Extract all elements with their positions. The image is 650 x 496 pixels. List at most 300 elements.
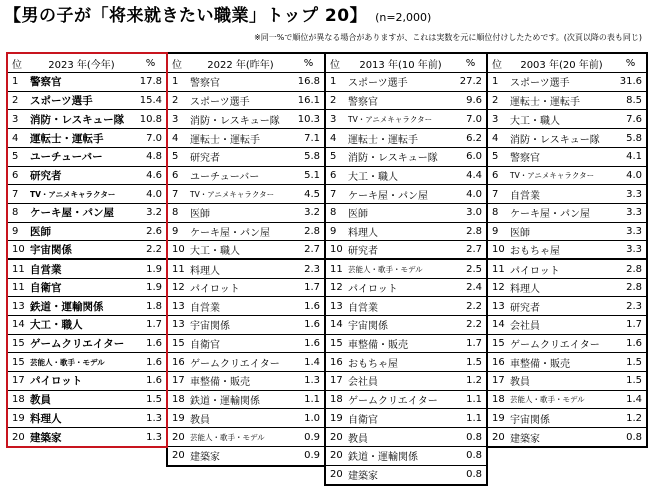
table-row — [168, 166, 324, 185]
rank-cell: 19 — [488, 409, 507, 428]
rank-cell: 2 — [8, 91, 27, 110]
job-cell: 宇宙関係 — [345, 316, 456, 335]
header-rank: 位 — [326, 54, 345, 73]
table-row — [326, 110, 486, 129]
table-row — [168, 147, 324, 166]
rank-cell: 15 — [488, 334, 507, 353]
rank-cell: 20 — [172, 450, 185, 462]
job-cell: ユーチューバー — [187, 166, 294, 185]
rank-cell: 19 — [168, 409, 187, 428]
job-cell: 料理人 — [345, 222, 456, 241]
table-header-row — [326, 54, 486, 73]
job-cell: 研究者 — [345, 241, 456, 260]
job-cell: 警察官 — [345, 91, 456, 110]
rank-cell: 6 — [326, 166, 345, 185]
rank-cell: 9 — [168, 222, 187, 241]
percent-cell: 4.1 — [616, 147, 646, 166]
percent-cell: 2.7 — [294, 241, 324, 260]
table-row — [168, 390, 324, 409]
table-row — [326, 203, 486, 222]
percent-cell: 15.4 — [136, 91, 166, 110]
percent-cell: 1.3 — [294, 372, 324, 391]
rank-cell: 20 — [492, 431, 505, 443]
rank-cell: 20 — [168, 428, 187, 447]
table-row — [8, 241, 166, 260]
job-cell: 運転士・運転手 — [27, 129, 136, 148]
rank-cell: 4 — [168, 129, 187, 148]
job-cell: 芸能人・歌手・モデル — [27, 353, 136, 372]
rank-cell: 5 — [8, 147, 27, 166]
rank-cell: 14 — [488, 316, 507, 335]
percent-cell: 2.2 — [136, 241, 166, 260]
job-cell: ゲームクリエイター — [187, 353, 294, 372]
job-cell: 車整備・販売 — [187, 372, 294, 391]
rank-cell: 20 — [12, 431, 25, 443]
table-row — [488, 372, 646, 391]
rank-cell: 15 — [326, 334, 345, 353]
table-header-row — [168, 54, 324, 73]
rank-cell: 8 — [326, 203, 345, 222]
table-row — [8, 316, 166, 335]
job-cell: 教員 — [507, 372, 616, 391]
table-row — [326, 297, 486, 316]
table-row — [168, 278, 324, 297]
job-cell: 自営業 — [345, 297, 456, 316]
job-cell: 建築家 — [348, 471, 378, 483]
job-cell: おもちゃ屋 — [507, 241, 616, 260]
percent-cell: 6.0 — [456, 147, 486, 166]
percent-cell: 1.2 — [456, 372, 486, 391]
percent-cell: 1.6 — [294, 316, 324, 335]
job-cell: スポーツ選手 — [187, 91, 294, 110]
job-cell: 自営業 — [187, 297, 294, 316]
job-cell: 宇宙関係 — [187, 316, 294, 335]
job-cell: 消防・レスキュー隊 — [507, 129, 616, 148]
job-cell: TV・アニメキャラクター — [27, 185, 136, 204]
header-year: 2023 年(今年) — [27, 54, 136, 73]
job-cell: 自営業 — [507, 185, 616, 204]
table-row — [326, 166, 486, 185]
job-cell: 会社員 — [345, 372, 456, 391]
rank-cell: 13 — [326, 297, 345, 316]
percent-cell: 6.2 — [456, 129, 486, 148]
job-cell: おもちゃ屋 — [345, 353, 456, 372]
job-cell: 運転士・運転手 — [345, 129, 456, 148]
job-cell: 消防・レスキュー隊 — [27, 110, 136, 129]
table-row — [488, 91, 646, 110]
rank-cell: 1 — [326, 73, 345, 92]
percent-cell: 2.8 — [456, 222, 486, 241]
table-row — [8, 353, 166, 372]
job-cell: ケーキ屋・パン屋 — [507, 203, 616, 222]
table-row — [326, 353, 486, 372]
percent-cell: 17.8 — [136, 73, 166, 92]
table-row — [8, 203, 166, 222]
percent-cell: 3.2 — [136, 203, 166, 222]
header-year: 2022 年(昨年) — [187, 54, 294, 73]
percent-cell: 16.1 — [294, 91, 324, 110]
table-row — [326, 390, 486, 409]
table-row — [168, 222, 324, 241]
percent-cell: 4.8 — [136, 147, 166, 166]
job-cell: 大工・職人 — [345, 166, 456, 185]
rank-cell: 15 — [8, 353, 27, 372]
table-row — [488, 409, 646, 428]
header-rank: 位 — [488, 54, 507, 73]
table-row — [488, 129, 646, 148]
percent-cell: 2.6 — [136, 222, 166, 241]
percent-cell: 8.5 — [616, 91, 646, 110]
rank-cell: 4 — [488, 129, 507, 148]
rank-cell: 3 — [488, 110, 507, 129]
table-row — [326, 372, 486, 391]
rank-cell: 6 — [168, 166, 187, 185]
rank-cell: 18 — [488, 390, 507, 409]
table-row — [168, 73, 324, 92]
percent-cell: 7.1 — [294, 129, 324, 148]
job-cell: 研究者 — [507, 297, 616, 316]
rank-cell: 11 — [326, 259, 345, 278]
job-cell: TV・アニメキャラクター — [187, 185, 294, 204]
rank-cell: 14 — [326, 316, 345, 335]
table-row — [8, 91, 166, 110]
job-cell: 警察官 — [27, 73, 136, 92]
table-row — [8, 334, 166, 353]
table-row — [168, 353, 324, 372]
job-cell: 会社員 — [507, 316, 616, 335]
percent-cell: 2.2 — [456, 297, 486, 316]
table-row — [326, 334, 486, 353]
table-row — [8, 428, 166, 447]
rank-cell: 13 — [168, 297, 187, 316]
header-percent: % — [616, 54, 646, 73]
percent-cell: 3.3 — [616, 203, 646, 222]
rank-cell: 15 — [8, 334, 27, 353]
table-row — [8, 185, 166, 204]
table-row — [326, 259, 486, 278]
table-row — [8, 147, 166, 166]
rank-cell: 3 — [8, 110, 27, 129]
job-cell: 芸能人・歌手・モデル — [345, 259, 456, 278]
header-year: 2013 年(10 年前) — [345, 54, 456, 73]
title-text: 【男の子が「将来就きたい職業」トップ 20】 — [4, 6, 368, 26]
table-row — [168, 91, 324, 110]
rank-cell: 10 — [326, 241, 345, 260]
rank-cell: 7 — [8, 185, 27, 204]
table-row — [168, 185, 324, 204]
job-cell: 医師 — [27, 222, 136, 241]
header-rank: 位 — [168, 54, 187, 73]
table-row — [326, 129, 486, 148]
rank-cell: 15 — [168, 334, 187, 353]
percent-cell: 1.1 — [294, 390, 324, 409]
job-cell: 医師 — [187, 203, 294, 222]
rank-cell: 19 — [8, 409, 27, 428]
percent-cell: 10.3 — [294, 110, 324, 129]
job-cell: 料理人 — [187, 259, 294, 278]
table-row — [488, 316, 646, 335]
job-cell: 建築家 — [30, 431, 62, 444]
table-row — [488, 73, 646, 92]
rank-cell: 8 — [488, 203, 507, 222]
job-cell: 鉄道・運輸関係 — [27, 297, 136, 316]
percent-cell: 1.2 — [616, 409, 646, 428]
percent-cell: 1.0 — [294, 409, 324, 428]
percent-cell: 0.8 — [456, 428, 486, 447]
job-cell: 鉄道・運輸関係 — [187, 390, 294, 409]
job-cell: 研究者 — [187, 147, 294, 166]
table-row — [326, 185, 486, 204]
job-cell: ケーキ屋・パン屋 — [187, 222, 294, 241]
rank-cell: 20 — [326, 428, 345, 447]
table-row — [488, 203, 646, 222]
rank-cell: 16 — [326, 353, 345, 372]
job-cell: 大工・職人 — [27, 316, 136, 335]
rank-cell: 4 — [8, 129, 27, 148]
rank-cell: 17 — [488, 372, 507, 391]
header-percent: % — [136, 54, 166, 73]
sample-size: (n=2,000) — [375, 11, 432, 24]
rank-cell: 11 — [168, 259, 187, 278]
job-cell: ケーキ屋・パン屋 — [345, 185, 456, 204]
job-cell: 自衛官 — [27, 278, 136, 297]
rank-cell: 10 — [488, 241, 507, 260]
footnote: ※同一%で順位が異なる場合がありますが、これは実数を元に順位付けしたためです。(次頁以降の表も同じ) — [254, 33, 642, 42]
rank-cell: 8 — [168, 203, 187, 222]
job-cell: パイロット — [345, 278, 456, 297]
table-row — [168, 409, 324, 428]
table-row — [488, 297, 646, 316]
job-cell: 自営業 — [27, 259, 136, 278]
rank-cell: 5 — [168, 147, 187, 166]
job-cell: 鉄道・運輸関係 — [345, 446, 456, 465]
rank-cell: 4 — [326, 129, 345, 148]
rank-cell: 8 — [8, 203, 27, 222]
rank-cell: 17 — [8, 372, 27, 391]
rank-cell: 13 — [488, 297, 507, 316]
job-cell: スポーツ選手 — [345, 73, 456, 92]
table-row — [168, 241, 324, 260]
rank-cell: 6 — [8, 166, 27, 185]
percent-cell: 4.6 — [136, 166, 166, 185]
table-row — [326, 428, 486, 447]
percent-cell: 0.9 — [294, 428, 324, 447]
ranking-table-2023 — [6, 52, 168, 448]
percent-cell: 0.8 — [626, 431, 642, 443]
table-row — [168, 446, 324, 465]
job-cell: 建築家 — [190, 452, 220, 464]
percent-cell: 1.6 — [136, 353, 166, 372]
job-cell: ゲームクリエイター — [345, 390, 456, 409]
rank-cell: 2 — [168, 91, 187, 110]
percent-cell: 2.8 — [294, 222, 324, 241]
table-row — [8, 390, 166, 409]
table-row — [168, 316, 324, 335]
rank-cell: 17 — [168, 372, 187, 391]
ranking-table-2022 — [166, 52, 326, 467]
rank-cell: 6 — [488, 166, 507, 185]
page-title — [4, 4, 431, 28]
table-row — [488, 241, 646, 260]
table-row — [326, 446, 486, 465]
rank-cell: 7 — [168, 185, 187, 204]
job-cell: 車整備・販売 — [345, 334, 456, 353]
percent-cell: 0.8 — [466, 469, 482, 481]
percent-cell: 2.4 — [456, 278, 486, 297]
header-percent: % — [294, 54, 324, 73]
job-cell: ゲームクリエイター — [27, 334, 136, 353]
table-row — [168, 297, 324, 316]
table-row — [488, 222, 646, 241]
ranking-table-2013 — [324, 52, 488, 486]
job-cell: 大工・職人 — [187, 241, 294, 260]
percent-cell: 7.0 — [456, 110, 486, 129]
table-row — [168, 259, 324, 278]
table-row — [8, 166, 166, 185]
table-row — [168, 334, 324, 353]
percent-cell: 5.8 — [294, 147, 324, 166]
rank-cell: 13 — [8, 297, 27, 316]
rank-cell: 19 — [326, 409, 345, 428]
percent-cell: 1.9 — [136, 278, 166, 297]
percent-cell: 1.3 — [136, 409, 166, 428]
percent-cell: 1.6 — [616, 334, 646, 353]
percent-cell: 2.5 — [456, 259, 486, 278]
rank-cell: 11 — [8, 259, 27, 278]
job-cell: 宇宙関係 — [27, 241, 136, 260]
table-row — [8, 73, 166, 92]
table-row — [8, 297, 166, 316]
percent-cell: 1.5 — [136, 390, 166, 409]
percent-cell: 5.1 — [294, 166, 324, 185]
rank-cell: 9 — [488, 222, 507, 241]
rank-cell: 7 — [488, 185, 507, 204]
table-row — [8, 110, 166, 129]
job-cell: 料理人 — [27, 409, 136, 428]
table-row — [8, 372, 166, 391]
table-row — [488, 185, 646, 204]
table-row — [488, 428, 646, 447]
percent-cell: 1.1 — [456, 409, 486, 428]
table-row — [326, 222, 486, 241]
job-cell: パイロット — [27, 372, 136, 391]
header-year: 2003 年(20 年前) — [507, 54, 616, 73]
percent-cell: 2.7 — [456, 241, 486, 260]
job-cell: 医師 — [345, 203, 456, 222]
rank-cell: 7 — [326, 185, 345, 204]
table-row — [488, 353, 646, 372]
percent-cell: 2.8 — [616, 278, 646, 297]
table-row — [326, 147, 486, 166]
job-cell: 警察官 — [187, 73, 294, 92]
percent-cell: 2.3 — [616, 297, 646, 316]
percent-cell: 16.8 — [294, 73, 324, 92]
table-row — [326, 91, 486, 110]
percent-cell: 1.3 — [146, 431, 162, 443]
job-cell: 警察官 — [507, 147, 616, 166]
rank-cell: 16 — [168, 353, 187, 372]
job-cell: 研究者 — [27, 166, 136, 185]
job-cell: 教員 — [187, 409, 294, 428]
percent-cell: 1.5 — [456, 353, 486, 372]
job-cell: 自衛官 — [187, 334, 294, 353]
percent-cell: 27.2 — [456, 73, 486, 92]
rank-cell: 18 — [168, 390, 187, 409]
job-cell: スポーツ選手 — [27, 91, 136, 110]
rank-cell: 5 — [326, 147, 345, 166]
rank-cell: 5 — [488, 147, 507, 166]
table-row — [488, 278, 646, 297]
table-row — [8, 129, 166, 148]
percent-cell: 3.2 — [294, 203, 324, 222]
percent-cell: 1.7 — [456, 334, 486, 353]
table-row — [168, 110, 324, 129]
table-row — [8, 259, 166, 278]
percent-cell: 1.4 — [616, 390, 646, 409]
rank-cell: 10 — [8, 241, 27, 260]
rank-cell: 12 — [168, 278, 187, 297]
percent-cell: 1.7 — [136, 316, 166, 335]
rank-cell: 1 — [168, 73, 187, 92]
table-row — [168, 203, 324, 222]
percent-cell: 0.8 — [456, 446, 486, 465]
header-percent: % — [456, 54, 486, 73]
job-cell: 教員 — [345, 428, 456, 447]
percent-cell: 3.3 — [616, 185, 646, 204]
job-cell: 運転士・運転手 — [507, 91, 616, 110]
percent-cell: 1.1 — [456, 390, 486, 409]
rank-cell: 14 — [8, 316, 27, 335]
percent-cell: 4.0 — [136, 185, 166, 204]
table-row — [488, 147, 646, 166]
percent-cell: 2.8 — [616, 259, 646, 278]
percent-cell: 3.0 — [456, 203, 486, 222]
table-row — [326, 73, 486, 92]
percent-cell: 4.4 — [456, 166, 486, 185]
job-cell: ゲームクリエイター — [507, 334, 616, 353]
rank-cell: 17 — [326, 372, 345, 391]
table-row — [488, 390, 646, 409]
job-cell: 芸能人・歌手・モデル — [507, 390, 616, 409]
table-header-row — [8, 54, 166, 73]
job-cell: 車整備・販売 — [507, 353, 616, 372]
job-cell: 建築家 — [510, 433, 540, 445]
percent-cell: 1.7 — [616, 316, 646, 335]
table-row — [326, 241, 486, 260]
table-row — [488, 110, 646, 129]
percent-cell: 1.5 — [616, 353, 646, 372]
percent-cell: 31.6 — [616, 73, 646, 92]
rank-cell: 2 — [326, 91, 345, 110]
job-cell: 自衛官 — [345, 409, 456, 428]
percent-cell: 1.4 — [294, 353, 324, 372]
rank-cell: 12 — [488, 278, 507, 297]
percent-cell: 3.3 — [616, 222, 646, 241]
rank-cell: 2 — [488, 91, 507, 110]
percent-cell: 1.6 — [136, 372, 166, 391]
job-cell: 医師 — [507, 222, 616, 241]
header-rank: 位 — [8, 54, 27, 73]
rank-cell: 13 — [168, 316, 187, 335]
rank-cell: 16 — [488, 353, 507, 372]
table-row — [326, 278, 486, 297]
rank-cell: 20 — [326, 446, 345, 465]
job-cell: ユーチューバー — [27, 147, 136, 166]
rank-cell: 20 — [330, 469, 343, 481]
job-cell: 消防・レスキュー隊 — [345, 147, 456, 166]
job-cell: 消防・レスキュー隊 — [187, 110, 294, 129]
rank-cell: 3 — [168, 110, 187, 129]
